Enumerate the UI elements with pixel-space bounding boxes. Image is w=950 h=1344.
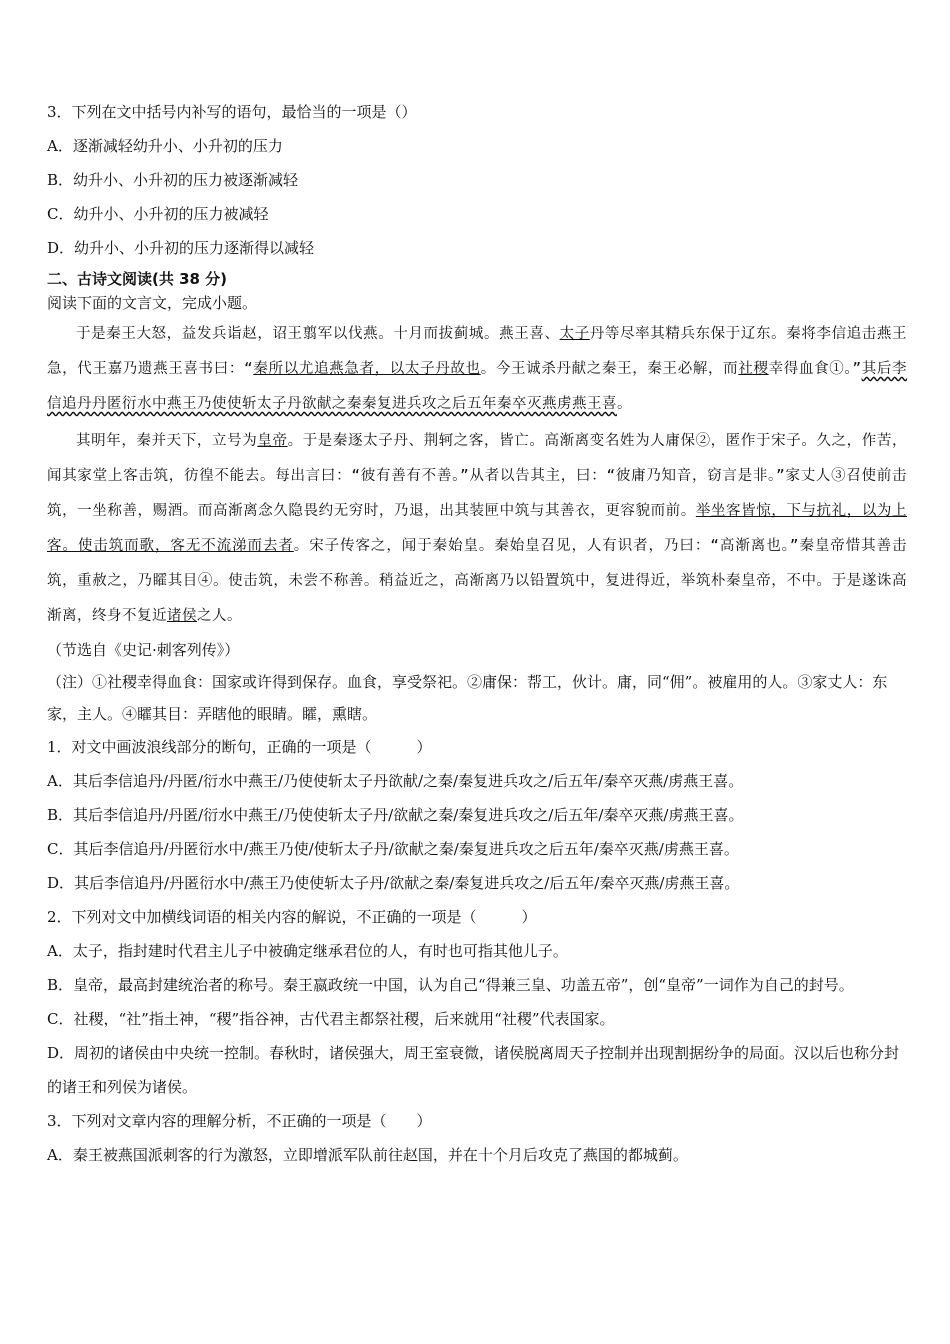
option-d: D．其后李信追丹/丹匿衍水中/燕王乃使使斩太子丹/欲献之秦/秦复进兵攻之/后五年/秦卒灭燕/虏燕王喜。: [47, 874, 740, 892]
passage-paragraph-2: [47, 424, 907, 634]
question-3: [47, 1104, 907, 1172]
text-run: 丹等尽率其精兵东保于辽东。秦将李信追击燕王急，代王嘉乃遗燕王喜书曰：“: [47, 326, 908, 377]
text-run: 其明年，秦并天下，立号为: [76, 433, 258, 449]
option-a: A．太子，指封建时代君主儿子中被确定继承君位的人，有时也可指其他儿子。: [47, 942, 568, 960]
question-stem: 2．下列对文中加横线词语的相关内容的解说，不正确的一项是（ ）: [47, 908, 537, 926]
option-c: C．社稷，“社”指土神，“稷”指谷神，古代君主都祭社稷，后来就用“社稷”代表国家。: [47, 1010, 615, 1028]
underlined-sentence: 秦所以尤追燕急者，以太子丹故也: [253, 361, 481, 377]
underlined-sentence: 举坐客皆惊，下与抗礼，以为上客。使击筑而歌，客无不流涕而去者: [47, 503, 908, 554]
question-stem: 3．下列对文章内容的理解分析，不正确的一项是（ ）: [47, 1112, 432, 1130]
option-c: C．其后李信追丹/丹匿衍水中/燕王乃使/使斩太子丹/欲献之秦/秦复进兵攻之后五年/秦卒灭燕/虏燕王喜。: [47, 840, 739, 858]
text-run: 之人。: [197, 608, 242, 624]
passage-source: （节选自《史记·刺客列传》）: [47, 641, 240, 659]
exam-page: [47, 95, 907, 1172]
option-b: B．幼升小、小升初的压力被逐渐减轻: [47, 171, 299, 189]
option-a: A．逐渐减轻幼升小、小升初的压力: [47, 137, 283, 155]
option-a: A．其后李信追丹/丹匿/衍水中燕王/乃使使斩太子丹欲献/之秦/秦复进兵攻之/后五年/秦卒灭燕/虏燕王喜。: [47, 772, 744, 790]
section-title: 二、古诗文阅读(共 38 分): [47, 270, 228, 288]
option-b: B．皇帝，最高封建统治者的称号。秦王嬴政统一中国，认为自己“得兼三皇、功盖五帝”，创“皇帝”一词作为自己的封号。: [47, 976, 854, 994]
underlined-word-huangdi: 皇帝: [257, 433, 288, 449]
question-stem: 1．对文中画波浪线部分的断句，正确的一项是（ ）: [47, 738, 432, 756]
wavy-underlined-sentence: 其后李信追丹丹匿衍水中燕王乃使使斩太子丹欲献之秦秦复进兵攻之后五年秦卒灭燕虏燕王喜: [47, 361, 908, 412]
prev-question-3: [47, 95, 907, 265]
text-run: 幸得血食①。”: [768, 361, 862, 377]
option-d: D．幼升小、小升初的压力逐渐得以减轻: [47, 239, 315, 257]
text-run: 。: [617, 396, 632, 412]
text-run: 于是秦王大怒，益发兵诣赵，诏王翦军以伐燕。十月而拔蓟城。燕王喜、: [76, 326, 560, 342]
question-1: [47, 730, 907, 900]
text-run: 。宋子传客之，闻于秦始皇。秦始皇召见，人有识者，乃曰：“高渐离也。”秦皇帝惜其善击筑，重赦之，乃矐其目④。使击筑，未尝不称善。稍益近之，高渐离乃以铅置筑中，复进得近，举筑朴秦皇帝，不中。于是遂诛高渐离，终身不复近: [47, 538, 907, 624]
underlined-word-taizi: 太子: [559, 326, 590, 342]
text-run: 。今王诚杀丹献之秦王，秦王必解，而: [480, 361, 739, 377]
option-a: A．秦王被燕国派刺客的行为激怒，立即增派军队前往赵国，并在十个月后攻克了燕国的都城蓟。: [47, 1146, 688, 1164]
option-b: B．其后李信追丹/丹匿/衍水中燕王/乃使使斩太子丹/欲献之秦/秦复进兵攻之/后五年/秦卒灭燕/虏燕王喜。: [47, 806, 744, 824]
question-stem: 3．下列在文中括号内补写的语句，最恰当的一项是（）: [47, 103, 417, 121]
section-intro: 阅读下面的文言文，完成小题。: [47, 294, 258, 312]
underlined-word-sheji: 社稷: [738, 361, 769, 377]
option-c: C．幼升小、小升初的压力被减轻: [47, 205, 269, 223]
passage-notes: （注）①社稷幸得血食：国家或许得到保存。血食，享受祭祀。②庸保：帮工，伙计。庸，同“佣”。被雇用的人。③家丈人：东家，主人。④矐其目：弄瞎他的眼睛。矐，熏瞎。: [47, 673, 888, 723]
option-d: D．周初的诸侯由中央统一控制。春秋时，诸侯强大，周王室衰微，诸侯脱离周天子控制并出现割据纷争的局面。汉以后也称分封的诸王和列侯为诸侯。: [47, 1044, 900, 1096]
text-run: 。于是秦逐太子丹、荆轲之客，皆亡。高渐离变名姓为人庸保②，匿作于宋子。久之，作苦，闻其家堂上客击筑，彷徨不能去。每出言曰：“彼有善有不善。”从者以告其主，曰：“彼庸乃知音，窃言是非。”家丈人③召使前击筑，一坐称善，赐酒。而高渐离念久隐畏约无穷时，乃退，出其装匣中筑与其善衣，更容貌而前。: [47, 433, 908, 519]
question-2: [47, 900, 907, 1104]
underlined-word-zhuhou: 诸侯: [167, 608, 197, 624]
passage-paragraph-1: [47, 317, 907, 422]
